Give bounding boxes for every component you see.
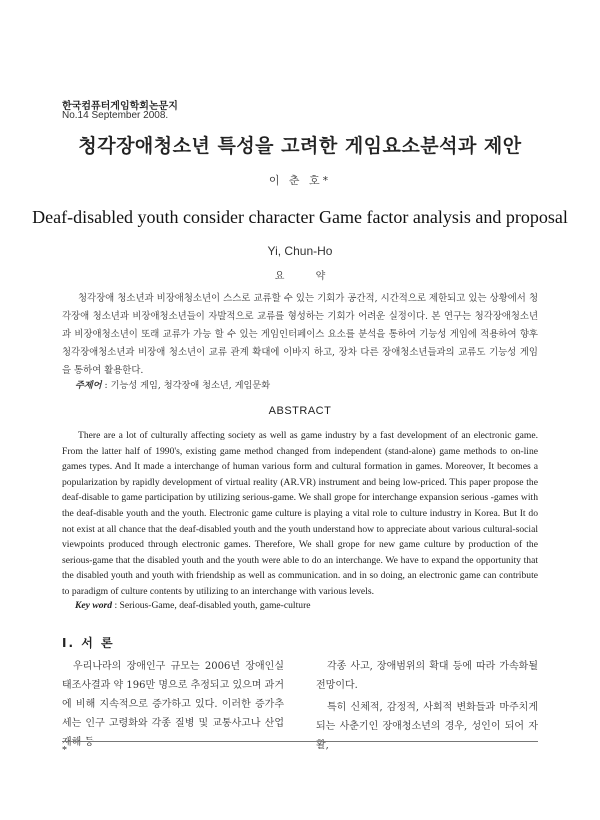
journal-name: 한국컴퓨터게임학회논문지	[62, 101, 178, 112]
korean-abstract-heading: 요 약	[274, 271, 340, 282]
journal-issue: No.14 September 2008.	[62, 110, 169, 121]
english-abstract-heading: ABSTRACT	[268, 405, 332, 417]
english-keywords	[75, 600, 311, 611]
introduction-paragraph-1: 우리나라의 장애인구 규모는 2006년 장애인실태조사결과 약 196만 명으로 추정되고 있으며 과거에 비해 지속적으로 증가하고 있다. 이러한 증가추세는 인구 고령화와 각종 질병 및 교통사고나 산업재해 등	[62, 661, 284, 748]
english-keywords-list: : Serious-Game, deaf-disabled youth, game-culture	[112, 600, 311, 611]
introduction-paragraph-1-cont: 각종 사고, 장애범위의 확대 등에 따라 가속화될 전망이다.	[316, 661, 538, 691]
footnote-mark: *	[62, 745, 67, 756]
korean-title: 청각장애청소년 특성을 고려한 게임요소분석과 제안	[78, 135, 522, 157]
introduction-heading: Ⅰ. 서 론	[62, 636, 115, 650]
korean-abstract-body: 청각장애 청소년과 비장애청소년이 스스로 교류할 수 있는 기회가 공간적, 시간적으로 제한되고 있는 상황에서 청각장애 청소년과 비장애청소년들이 자발적으로 교류를 형성하는 기회가 어려운 실정이다. 본 연구는 청각장애청소년과 비장애청소년이 또래 교류가 가능 할 수 있는 게임인터페이스 요소를 분석을 통하여 기능성 게임에 적용하여 향후 청각장애청소년과 비장애 청소년이 교류 관계 확대에 이바지 하고, 장차 다른 장애청소년들과의 교류도 기능성 게임을 통하여 활용한다.	[62, 293, 538, 376]
korean-keywords	[75, 377, 270, 391]
korean-keywords-list: : 기능성 게임, 청각장애 청소년, 게임문화	[101, 380, 271, 391]
korean-author: 이 춘 호*	[268, 174, 332, 187]
korean-keywords-label: 주제어	[75, 380, 102, 391]
english-title: Deaf-disabled youth consider character Game factor analysis and proposal	[32, 207, 568, 227]
english-abstract-body: There are a lot of culturally affecting society as well as game industry by a fast development of an electronic game. From the latter half of 1990's, existing game method changed from independent (stand-alone) game methods to on-line games types. And It made a interchange of human various form and cultural formation in games. Moreover, It becomes a popularization by rapidly development of virtual reality (AR.VR) instrument and being low-priced. This paper propose the deaf-disable to game participation by utilizing serious-game. We shall grope for interchange expansion serious -games with the deaf-disable youth and the youth. Electronic game culture is playing a vital role to culture industry in Korea. But It do not exist at all chance that the deaf-disabled youth and the youth understand how to appreciate about various cultural-social viewpoints produced through electronic games. Therefore, We shall grope for new game culture by production of the serious-game that the disabled youth and the youth were able to do an interchange. We have to expand the opportunity that the disabled youth and youth with friendship as well as communication. and in so doing, an electronic game can contribute to paradigm of culture contents by utilizing to an interchange with various levels.	[62, 430, 538, 597]
footnote-divider	[62, 741, 538, 742]
introduction-left-column	[62, 657, 284, 752]
english-author: Yi, Chun-Ho	[267, 244, 333, 258]
introduction-paragraph-2: 특히 신체적, 감정적, 사회적 변화들과 마주치게 되는 사춘기인 장애청소년의 경우, 성인이 되어 자활,	[316, 702, 538, 751]
english-keywords-label: Key word	[75, 600, 113, 611]
